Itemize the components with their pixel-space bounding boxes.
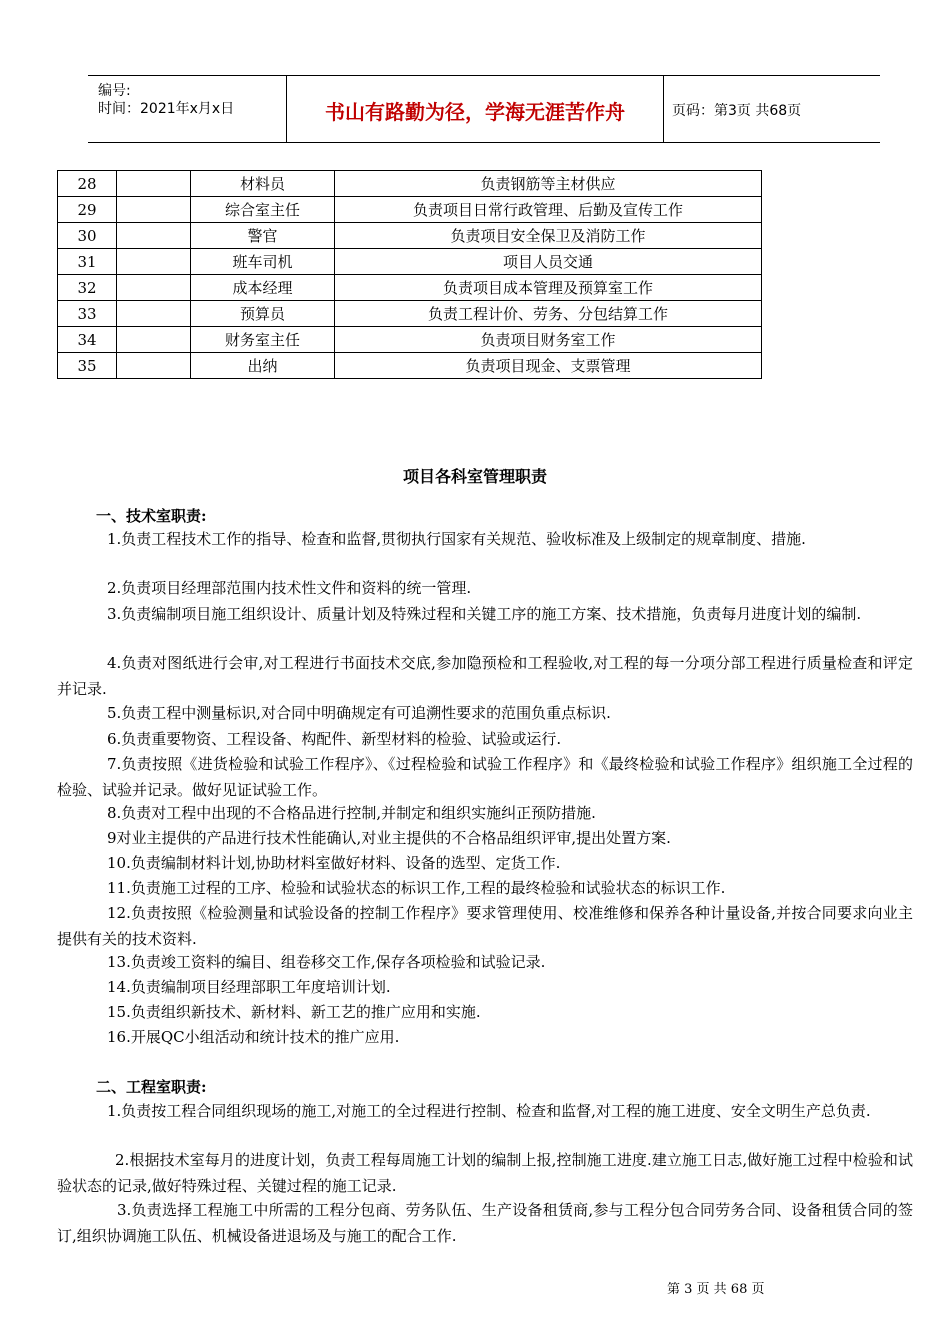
technical-duty-4: 4.负责对图纸进行会审,对工程进行书面技术交底,参加隐预检和工程验收,对工程的每一分项分部工程进行质量检查和评定并记录. [57,654,913,698]
table-row [58,171,762,197]
header-page-cell [664,76,880,142]
position-cell: 材料员 [191,171,335,197]
document-number-label: 编号: [98,83,131,99]
blank-cell [117,301,191,327]
technical-duty-10: 10.负责编制材料计划,协助材料室做好材料、设备的选型、定货工作. [107,854,561,872]
header-page-info: 页码：第3页 共68页 [672,103,802,119]
technical-duty-15: 15.负责组织新技术、新材料、新工艺的推广应用和实施. [107,1003,481,1021]
technical-duty-1: 1.负责工程技术工作的指导、检查和监督,贯彻执行国家有关规范、验收标准及上级制定的规章制度、措施. [107,530,806,548]
position-cell: 成本经理 [191,275,335,301]
technical-duty-3: 3.负责编制项目施工组织设计、质量计划及特殊过程和关键工序的施工方案、技术措施，负责每月进度计划的编制. [107,605,862,623]
position-cell: 财务室主任 [191,327,335,353]
technical-duty-2: 2.负责项目经理部范围内技术性文件和资料的统一管理. [107,579,472,597]
header-motto: 书山有路勤为径，学海无涯苦作舟 [325,100,625,124]
blank-cell [117,171,191,197]
blank-cell [117,223,191,249]
blank-cell [117,275,191,301]
duty-cell: 负责工程计价、劳务、分包结算工作 [335,301,762,327]
technical-duty-9: 9对业主提供的产品进行技术性能确认,对业主提供的不合格品组织评审,提出处置方案. [107,829,671,847]
header-meta-cell [88,76,287,142]
table-row [58,197,762,223]
duty-cell: 负责钢筋等主材供应 [335,171,762,197]
duty-cell: 负责项目日常行政管理、后勤及宣传工作 [335,197,762,223]
blank-cell [117,353,191,379]
technical-duty-8: 8.负责对工程中出现的不合格品进行控制,并制定和组织实施纠正预防措施. [107,804,596,822]
technical-duty-14: 14.负责编制项目经理部职工年度培训计划. [107,978,391,996]
duty-cell: 负责项目安全保卫及消防工作 [335,223,762,249]
document-time-label: 时间：2021年x月x日 [98,101,235,117]
row-number: 31 [58,249,117,275]
duty-cell: 负责项目成本管理及预算室工作 [335,275,762,301]
position-cell: 出纳 [191,353,335,379]
position-cell: 综合室主任 [191,197,335,223]
row-number: 29 [58,197,117,223]
roles-table-body [58,171,762,379]
table-row [58,301,762,327]
technical-duty-7: 7.负责按照《进货检验和试验工作程序》、《过程检验和试验工作程序》和《最终检验和试验工作程序》组织施工全过程的检验、试验并记录。做好见证试验工作。 [57,755,913,799]
header-motto-cell [287,76,664,142]
blank-cell [117,327,191,353]
table-row [58,223,762,249]
section-technical-heading: 一、技术室职责: [96,507,207,525]
table-row [58,275,762,301]
technical-duty-16: 16.开展QC小组活动和统计技术的推广应用. [107,1028,400,1046]
document-title: 项目各科室管理职责 [402,467,547,486]
roles-table [57,170,762,379]
row-number: 32 [58,275,117,301]
table-row [58,353,762,379]
position-cell: 警官 [191,223,335,249]
technical-duty-11: 11.负责施工过程的工序、检验和试验状态的标识工作,工程的最终检验和试验状态的标识工作. [107,879,726,897]
duty-cell: 项目人员交通 [335,249,762,275]
table-row [58,249,762,275]
row-number: 28 [58,171,117,197]
row-number: 35 [58,353,117,379]
row-number: 34 [58,327,117,353]
section-engineering-heading: 二、工程室职责: [96,1078,207,1096]
technical-duty-6: 6.负责重要物资、工程设备、构配件、新型材料的检验、试验或运行. [107,730,562,748]
blank-cell [117,197,191,223]
row-number: 33 [58,301,117,327]
duty-cell: 负责项目现金、支票管理 [335,353,762,379]
duty-cell: 负责项目财务室工作 [335,327,762,353]
engineering-duty-2: 2.根据技术室每月的进度计划，负责工程每周施工计划的编制上报,控制施工进度.建立施工日志,做好施工过程中检验和试验状态的记录,做好特殊过程、关键过程的施工记录. [57,1151,913,1195]
technical-duty-12: 12.负责按照《检验测量和试验设备的控制工作程序》要求管理使用、校准维修和保养各种计量设备,并按合同要求向业主提供有关的技术资料. [57,904,913,948]
technical-duty-13: 13.负责竣工资料的编目、组卷移交工作,保存各项检验和试验记录. [107,953,546,971]
blank-cell [117,249,191,275]
engineering-duty-1: 1.负责按工程合同组织现场的施工,对施工的全过程进行控制、检查和监督,对工程的施工进度、安全文明生产总负责. [107,1102,871,1120]
table-row [58,327,762,353]
technical-duty-5: 5.负责工程中测量标识,对合同中明确规定有可追溯性要求的范围负重点标识. [107,704,611,722]
engineering-duty-3: 3.负责选择工程施工中所需的工程分包商、劳务队伍、生产设备租赁商,参与工程分包合同劳务合同、设备租赁合同的签订,组织协调施工队伍、机械设备进退场及与施工的配合工作. [57,1201,913,1245]
position-cell: 预算员 [191,301,335,327]
page-header [88,75,880,143]
page-footer: 第 3 页 共 68 页 [667,1282,765,1297]
position-cell: 班车司机 [191,249,335,275]
row-number: 30 [58,223,117,249]
